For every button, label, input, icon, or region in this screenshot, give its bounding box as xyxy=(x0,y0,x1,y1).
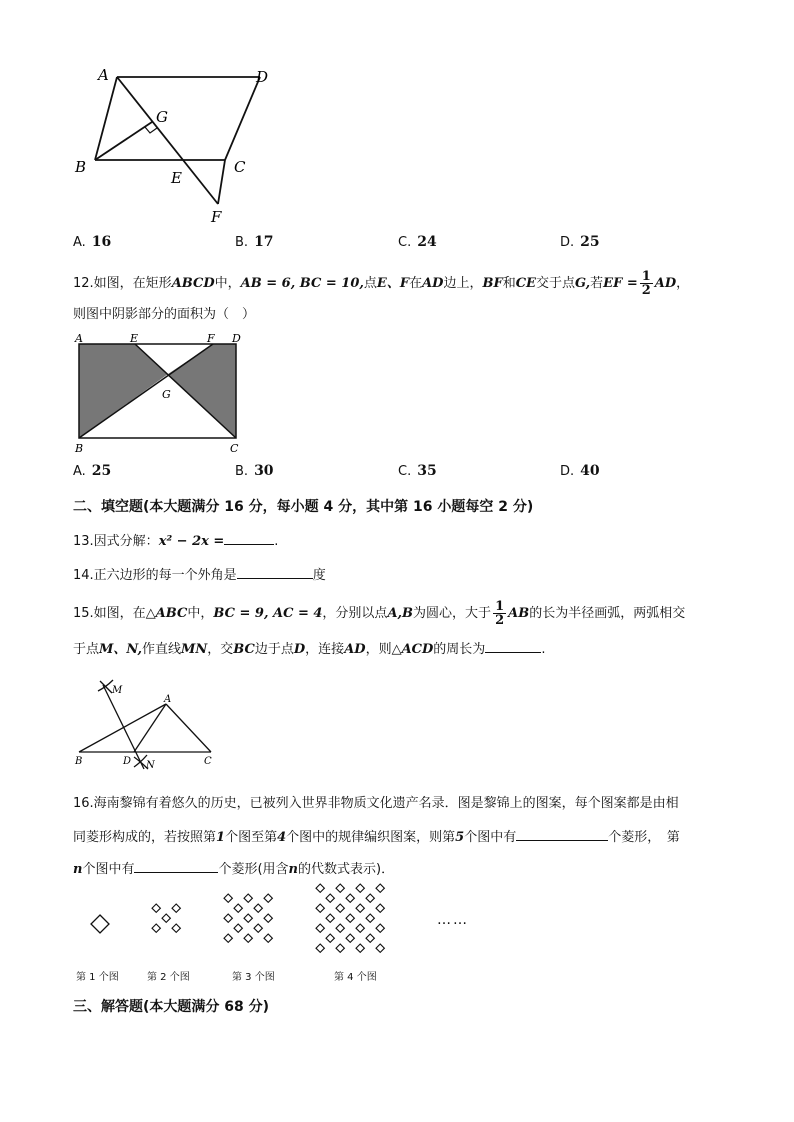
rhombus xyxy=(224,914,232,922)
q11-figure xyxy=(70,62,310,232)
rhombus xyxy=(356,944,364,952)
q16-line3: n个图中有 个菱形(用含n的代数式表示)． xyxy=(73,862,395,877)
rhombus xyxy=(326,914,334,922)
q16-caption-2: 第 2 个图 xyxy=(147,972,190,983)
label-f: F xyxy=(207,332,215,345)
label-d: D xyxy=(232,332,241,345)
q14: 14.正六边形的每一个外角是 度 xyxy=(73,568,326,583)
q13: 13.因式分解：x² − 2x = . xyxy=(73,534,279,549)
rhombus xyxy=(264,894,272,902)
rhombus xyxy=(162,914,170,922)
q12-option-d[interactable]: D. 40 xyxy=(560,463,600,479)
label-c: C xyxy=(230,442,239,455)
label-a: A xyxy=(98,66,109,84)
rhombus xyxy=(336,924,344,932)
rhombus xyxy=(234,904,242,912)
label-d: D xyxy=(123,756,132,767)
label-b: B xyxy=(75,442,84,455)
rhombus xyxy=(346,914,354,922)
label-c: C xyxy=(234,158,246,176)
rhombus xyxy=(264,914,272,922)
rhombus xyxy=(264,934,272,942)
rhombus xyxy=(336,944,344,952)
rhombus xyxy=(316,884,324,892)
q15-figure xyxy=(70,675,230,770)
rhombus xyxy=(316,904,324,912)
rhombus xyxy=(346,894,354,902)
q13-answer-blank[interactable] xyxy=(224,532,274,545)
rhombus xyxy=(356,924,364,932)
section-2-heading: 二、填空题(本大题满分 16 分，每小题 4 分，其中第 16 小题每空 2 分) xyxy=(73,499,534,515)
rhombus xyxy=(316,944,324,952)
rhombus xyxy=(326,934,334,942)
q15-line2: 于点M、N,作直线MN，交BC边于点D，连接AD，则△ACD的周长为 . xyxy=(73,642,546,657)
q15-answer-blank[interactable] xyxy=(485,640,541,653)
rhombus xyxy=(366,914,374,922)
rhombus xyxy=(326,894,334,902)
q15-half-fraction: $\frac{1}{2}$ xyxy=(495,599,505,628)
rhombus xyxy=(234,924,242,932)
label-e: E xyxy=(171,169,182,187)
q12-option-c[interactable]: C. 35 xyxy=(398,463,437,479)
q11-option-d[interactable]: D. 25 xyxy=(560,234,600,250)
rhombus xyxy=(152,904,160,912)
rhombus xyxy=(366,894,374,902)
q12-line1: 12.如图，在矩形ABCD中，AB = 6, BC = 10,点E、F在AD边上，BF和CE交于点G,若EF = $\frac{1}{2}$ AD， xyxy=(73,269,690,298)
q16-answer-blank-2[interactable] xyxy=(134,860,218,873)
rhombus xyxy=(336,904,344,912)
rhombus xyxy=(316,924,324,932)
label-c: C xyxy=(204,756,212,767)
rhombus xyxy=(224,934,232,942)
rhombus xyxy=(172,904,180,912)
q12-line2: 则图中阴影部分的面积为（ ） xyxy=(73,307,256,322)
label-n: N xyxy=(146,760,155,770)
label-b: B xyxy=(75,756,83,767)
q16-pattern-4 xyxy=(314,882,398,966)
rhombus xyxy=(336,884,344,892)
rhombus xyxy=(366,934,374,942)
label-g: G xyxy=(156,108,168,126)
rhombus xyxy=(254,924,262,932)
q15-line1: 15.如图，在△ABC中，BC = 9, AC = 4，分别以点A,B为圆心，大于 $\frac{1}{2}$ AB的长为半径画弧，两弧相交 xyxy=(73,599,686,628)
label-a: A xyxy=(75,332,83,345)
rhombus xyxy=(254,904,262,912)
q12-option-b[interactable]: B. 30 xyxy=(235,463,274,479)
q16-caption-1: 第 1 个图 xyxy=(76,972,119,983)
q16-line2: 同菱形构成的，若按照第1个图至第4个图中的规律编织图案，则第5个图中有 个菱形， 第 xyxy=(73,830,680,845)
rhombus xyxy=(346,934,354,942)
q11-option-b[interactable]: B. 17 xyxy=(235,234,274,250)
rhombus xyxy=(244,914,252,922)
label-g: G xyxy=(162,388,171,401)
q11-option-a[interactable]: A. 16 xyxy=(73,234,112,250)
q14-answer-blank[interactable] xyxy=(237,566,313,579)
label-b: B xyxy=(75,158,87,176)
rhombus xyxy=(376,924,384,932)
q12-figure xyxy=(70,330,250,460)
q12-option-a[interactable]: A. 25 xyxy=(73,463,112,479)
q16-ellipsis: …… xyxy=(437,912,469,928)
rhombus xyxy=(376,884,384,892)
label-e: E xyxy=(130,332,139,345)
rhombus xyxy=(224,894,232,902)
q16-caption-3: 第 3 个图 xyxy=(232,972,275,983)
q11-option-c[interactable]: C. 24 xyxy=(398,234,437,250)
rhombus xyxy=(376,944,384,952)
rhombus xyxy=(356,884,364,892)
rhombus xyxy=(244,934,252,942)
rhombus xyxy=(172,924,180,932)
label-d: D xyxy=(256,68,269,86)
q16-pattern-2 xyxy=(150,902,194,946)
rhombus xyxy=(356,904,364,912)
q16-pattern-3 xyxy=(222,892,286,956)
section-3-heading: 三、解答题(本大题满分 68 分) xyxy=(73,999,270,1015)
label-a: A xyxy=(164,694,172,705)
label-f: F xyxy=(211,208,222,226)
q16-line1: 16.海南黎锦有着悠久的历史，已被列入世界非物质文化遗产名录．图是黎锦上的图案，每个图案都是由相 xyxy=(73,796,679,811)
q16-answer-blank-1[interactable] xyxy=(516,828,608,841)
rhombus xyxy=(152,924,160,932)
rhombus xyxy=(244,894,252,902)
q16-pattern-1 xyxy=(88,912,112,936)
label-m: M xyxy=(112,685,123,696)
q12-half-fraction: $\frac{1}{2}$ xyxy=(641,269,651,298)
q16-caption-4: 第 4 个图 xyxy=(334,972,377,983)
rhombus xyxy=(376,904,384,912)
